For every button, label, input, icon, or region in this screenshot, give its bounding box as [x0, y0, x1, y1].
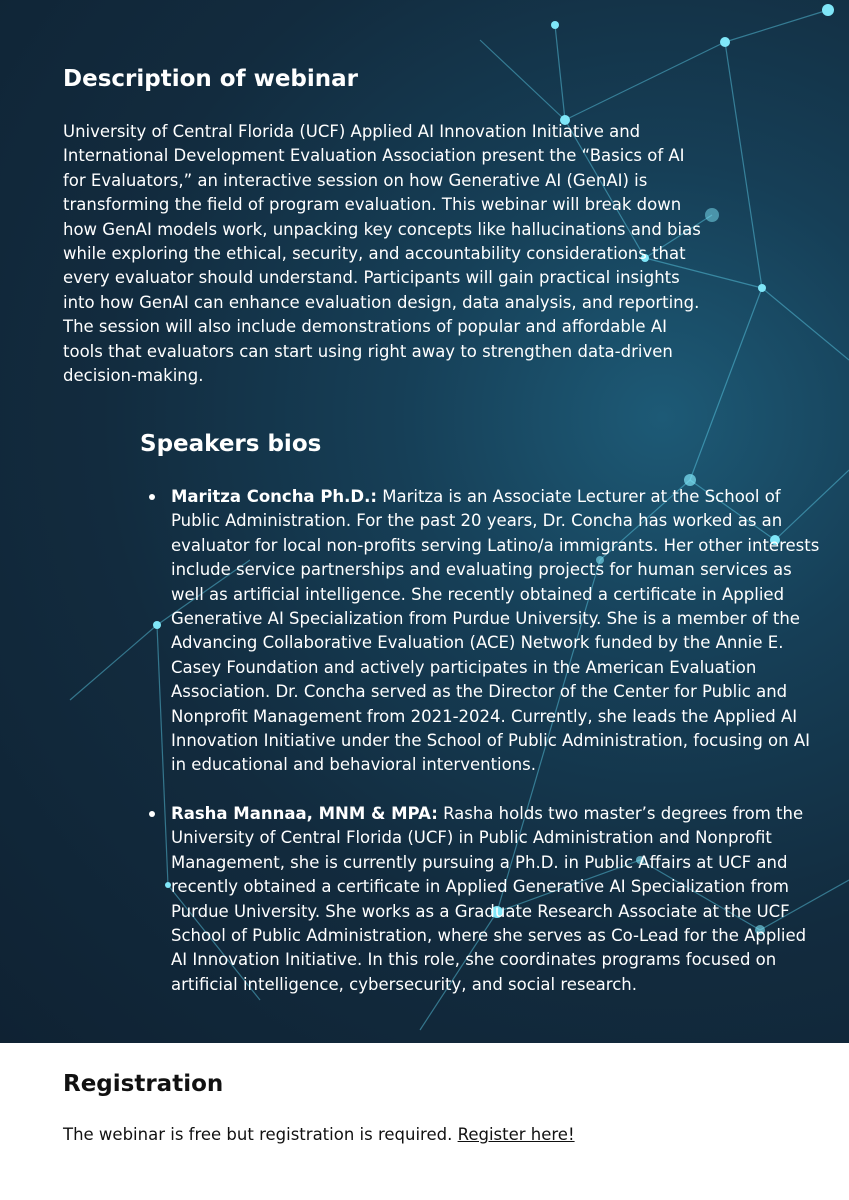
registration-text-line [63, 1123, 575, 1147]
bullet-icon [149, 811, 155, 817]
registration-text: The webinar is free but registration is required. [63, 1125, 453, 1144]
speaker-name: Rasha Mannaa, MNM & MPA: [171, 803, 438, 823]
speaker-bio-mannaa [171, 802, 821, 997]
registration-heading: Registration [63, 1071, 224, 1097]
speaker-bio-concha [171, 485, 821, 778]
register-link[interactable]: Register here! [457, 1125, 575, 1144]
speaker-bio-text: Maritza is an Associate Lecturer at the School of Public Administration. For the past 20 years, Dr. Concha has worked as an evaluator for local non-profits serving Latino/a immigrants. Her other interests include service partnerships and evaluating projects for human services as well as artificial intelligence. She recently obtained a certificate in Applied Generative AI Specialization from Purdue University. She is a member of the Advancing Collaborative Evaluation (ACE) Network funded by the Annie E. Casey Foundation and actively participates in the American Evaluation Association. Dr. Concha served as the Director of the Center for Public and Nonprofit Management from 2021-2024. Currently, she leads the Applied AI Innovation Initiative under the School of Public Administration, focusing on AI in educational and behavioral interventions. [171, 487, 820, 775]
bullet-icon [149, 494, 155, 500]
registration-section [0, 1043, 849, 1200]
speaker-list [171, 485, 821, 1021]
description-body: University of Central Florida (UCF) Applied AI Innovation Initiative and International Development Evaluation Association present the “Basics of AI for Evaluators,” an interactive session on how Generative AI (GenAI) is transforming the field of program evaluation. This webinar will break down how GenAI models work, unpacking key concepts like hallucinations and bias while exploring the ethical, security, and accountability considerations that every evaluator should understand. Participants will gain practical insights into how GenAI can enhance evaluation design, data analysis, and reporting. The session will also include demonstrations of popular and affordable AI tools that evaluators can start using right away to strengthen data-driven decision-making. [63, 122, 701, 386]
description-heading: Description of webinar [63, 66, 359, 92]
speaker-name: Maritza Concha Ph.D.: [171, 487, 377, 506]
speakers-heading: Speakers bios [140, 431, 322, 457]
speaker-bio-text: Rasha holds two master’s degrees from the University of Central Florida (UCF) in Public Administration and Nonprofit Management, she is currently pursuing a Ph.D. in Public Affairs at UCF and recently obtained a certificate in Applied Generative AI Specialization from Purdue University. She works as a Graduate Research Associate at the UCF School of Public Administration, where she serves as Co-Lead for the Applied AI Innovation Initiative. In this role, she coordinates programs focused on artificial intelligence, cybersecurity, and social research. [171, 803, 807, 994]
